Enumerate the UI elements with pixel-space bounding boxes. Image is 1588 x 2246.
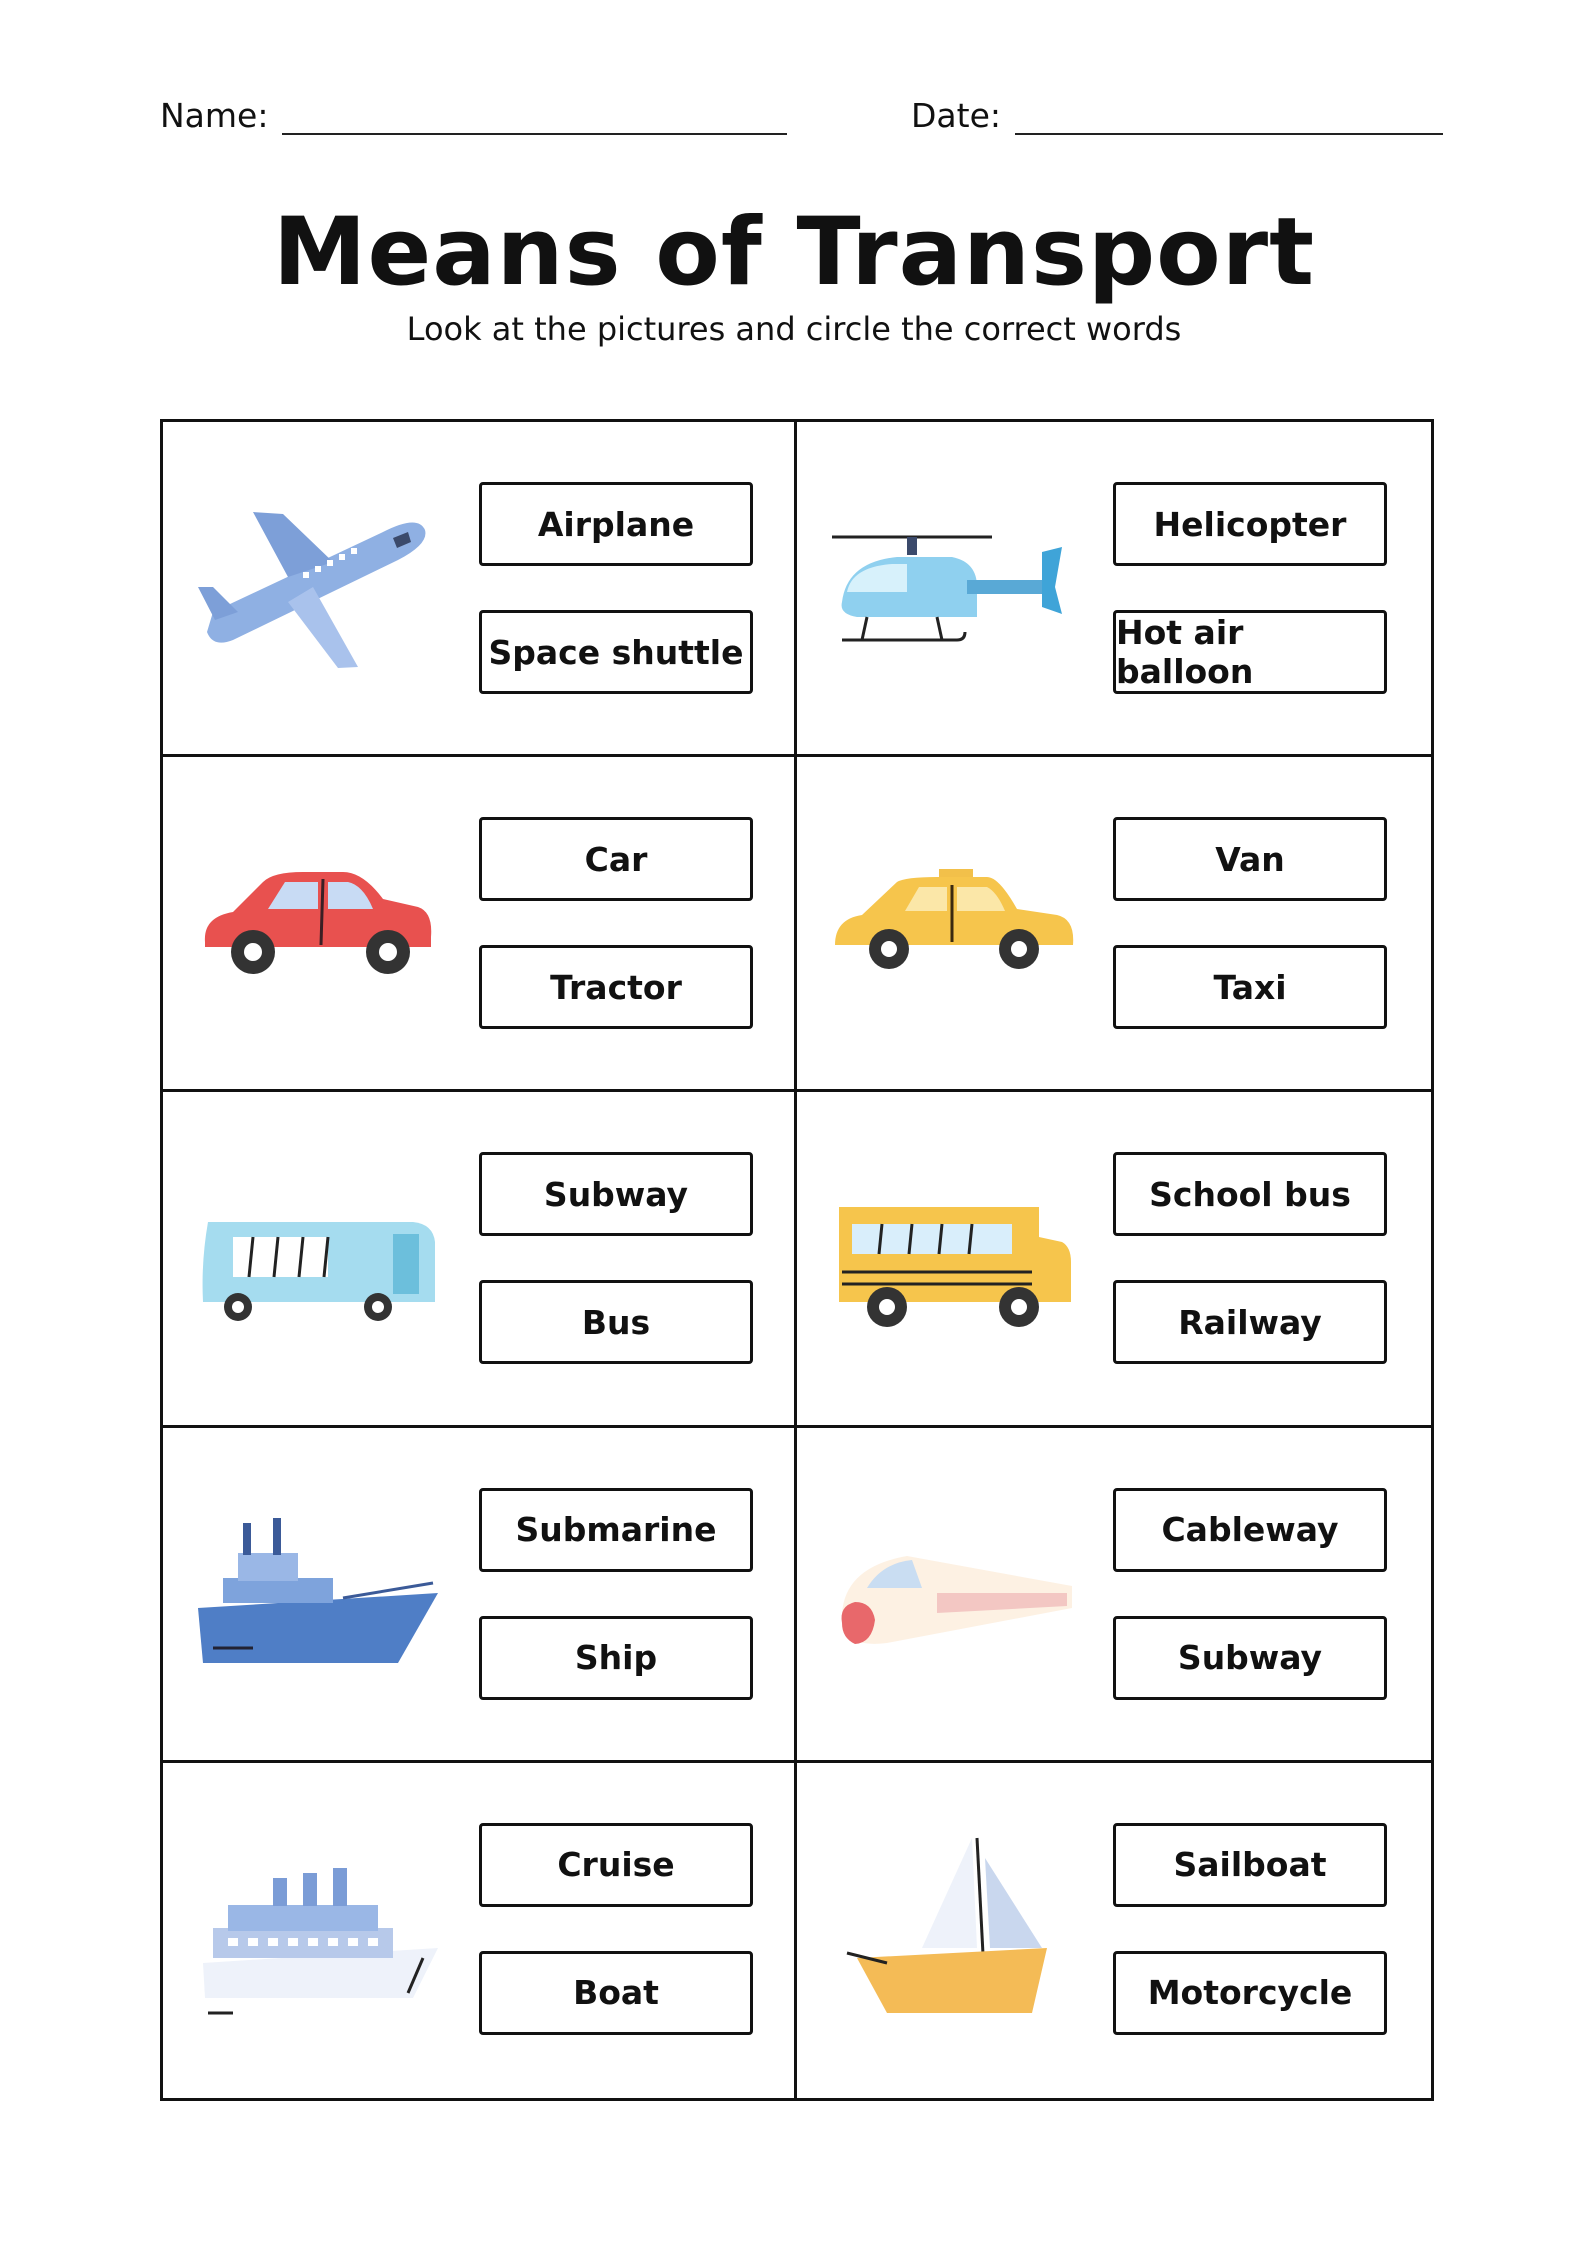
page-subtitle: Look at the pictures and circle the correct words <box>406 310 1182 348</box>
option-button[interactable]: Car <box>479 817 753 901</box>
option-button[interactable]: Subway <box>1113 1616 1387 1700</box>
option-button[interactable]: Tractor <box>479 945 753 1029</box>
option-button[interactable]: Space shuttle <box>479 610 753 694</box>
option-button[interactable]: Submarine <box>479 1488 753 1572</box>
school-bus-icon <box>827 1162 1077 1352</box>
grid-cell <box>797 1428 1431 1763</box>
grid-cell <box>163 1428 797 1763</box>
option-button[interactable]: Ship <box>479 1616 753 1700</box>
grid-cell <box>797 422 1431 757</box>
option-button[interactable]: Hot air balloon <box>1113 610 1387 694</box>
name-label: Name: <box>160 96 269 135</box>
date-label: Date: <box>911 96 1001 135</box>
sailboat-icon <box>827 1833 1077 2023</box>
date-field <box>911 96 1443 135</box>
transport-grid <box>160 419 1434 2101</box>
grid-cell <box>797 1092 1431 1427</box>
option-button[interactable]: Van <box>1113 817 1387 901</box>
option-button[interactable]: Boat <box>479 1951 753 2035</box>
option-button[interactable]: Bus <box>479 1280 753 1364</box>
option-button[interactable]: Cableway <box>1113 1488 1387 1572</box>
name-input-line[interactable] <box>282 99 787 135</box>
grid-cell <box>163 1092 797 1427</box>
grid-cell <box>797 757 1431 1092</box>
grid-cell <box>163 422 797 757</box>
option-button[interactable]: Subway <box>479 1152 753 1236</box>
option-button[interactable]: Motorcycle <box>1113 1951 1387 2035</box>
option-button[interactable]: Railway <box>1113 1280 1387 1364</box>
ship-icon <box>193 1498 443 1688</box>
bus-icon <box>193 1162 443 1352</box>
grid-cell <box>163 757 797 1092</box>
taxi-icon <box>827 827 1077 1017</box>
date-input-line[interactable] <box>1015 99 1443 135</box>
grid-cell <box>163 1763 797 2098</box>
option-button[interactable]: Helicopter <box>1113 482 1387 566</box>
option-button[interactable]: Taxi <box>1113 945 1387 1029</box>
option-button[interactable]: Airplane <box>479 482 753 566</box>
option-button[interactable]: Sailboat <box>1113 1823 1387 1907</box>
name-field <box>160 96 787 135</box>
train-icon <box>827 1498 1077 1688</box>
option-button[interactable]: Cruise <box>479 1823 753 1907</box>
car-icon <box>193 827 443 1017</box>
grid-cell <box>797 1763 1431 2098</box>
page-title: Means of Transport <box>272 198 1316 307</box>
airplane-icon <box>193 492 443 682</box>
helicopter-icon <box>827 492 1077 682</box>
cruise-ship-icon <box>193 1833 443 2023</box>
option-button[interactable]: School bus <box>1113 1152 1387 1236</box>
